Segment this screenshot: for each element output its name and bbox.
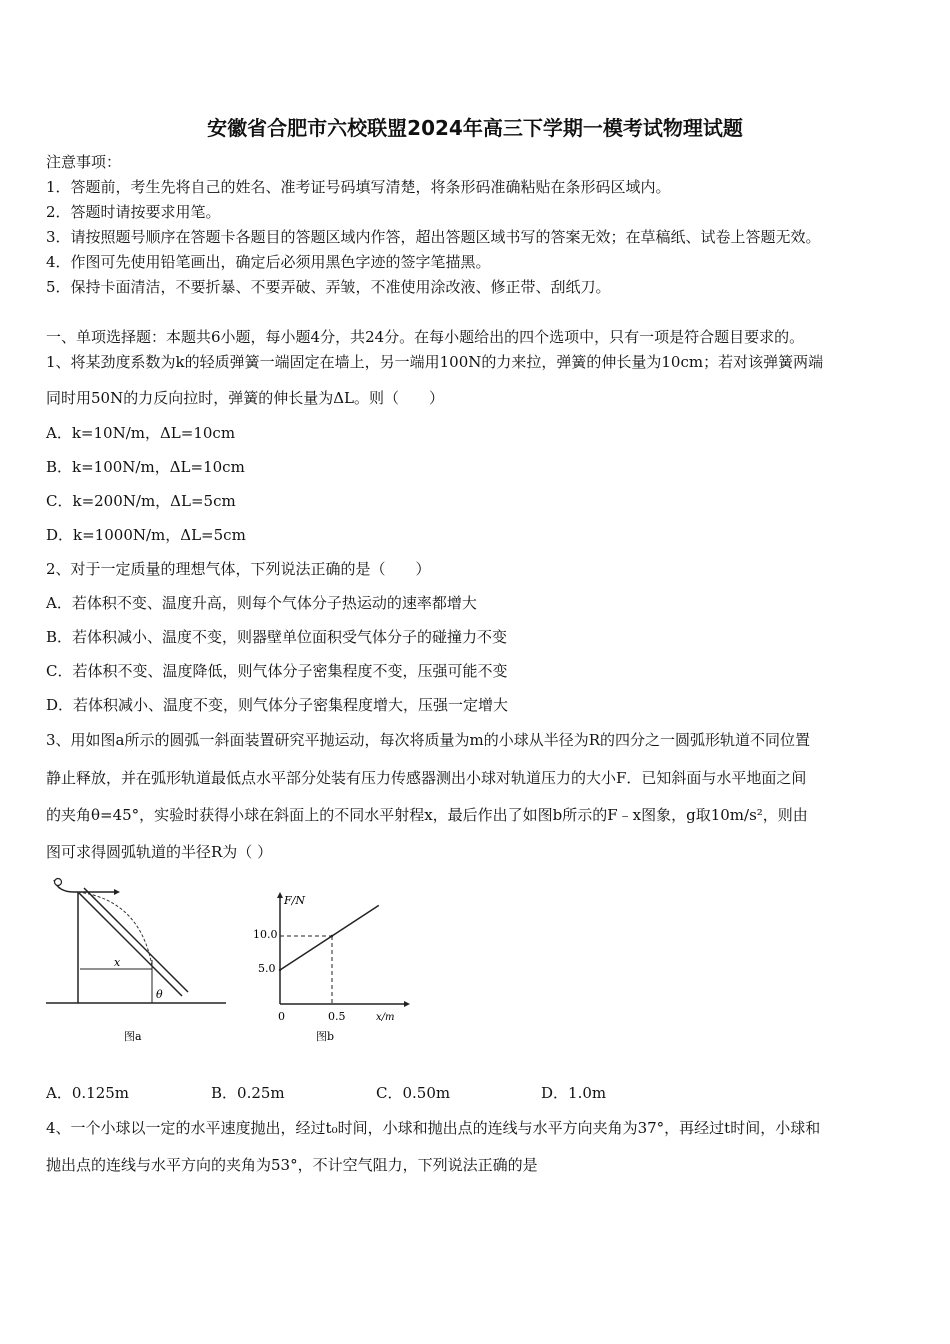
notice-heading: 注意事项： (46, 153, 122, 171)
series-line (280, 905, 379, 970)
x-axis-arrow (404, 1001, 410, 1007)
question-1-option: D．k=1000N/m，ΔL=5cm (46, 526, 246, 544)
question-4-stem-cont: 抛出点的连线与水平方向的夹角为53°，不计空气阻力，下列说法正确的是 (46, 1156, 538, 1174)
figure-b-chart (240, 886, 420, 1051)
question-1-option: A．k=10N/m，ΔL=10cm (46, 424, 236, 442)
question-3-stem-cont: 图可求得圆弧轨道的半径R为（ ） (46, 843, 273, 861)
question-4-stem: 4、一个小球以一定的水平速度抛出，经过t₀时间，小球和抛出点的连线与水平方向夹角为37°，再经过t时间，小球和 (46, 1119, 821, 1137)
question-1-option: B．k=100N/m，ΔL=10cm (46, 458, 245, 476)
question-3-option: D．1.0m (541, 1084, 607, 1102)
question-3-stem: 3、用如图a所示的圆弧一斜面装置研究平抛运动，每次将质量为m的小球从半径为R的四分之一圆弧形轨道不同位置 (46, 731, 811, 749)
question-2-stem: 2、对于一定质量的理想气体，下列说法正确的是（ ） (46, 560, 431, 578)
tick-label-y: 10.0 (253, 928, 278, 941)
question-1-stem-cont: 同时用50N的力反向拉时，弹簧的伸长量为ΔL。则（ ） (46, 389, 445, 407)
notice-item: 5．保持卡面清洁，不要折暴、不要弄破、弄皱，不准使用涂改液、修正带、刮纸刀。 (46, 278, 611, 296)
question-3-option: B．0.25m (211, 1084, 285, 1102)
question-3-option: A．0.125m (46, 1084, 129, 1102)
question-2-option: C．若体积不变、温度降低，则气体分子密集程度不变，压强可能不变 (46, 662, 508, 680)
notice-item: 3．请按照题号顺序在答题卡各题目的答题区域内作答，超出答题区域书写的答案无效；在草稿纸、试卷上答题无效。 (46, 228, 821, 246)
incline-top (78, 892, 182, 996)
question-2-option: D．若体积减小、温度不变，则气体分子密集程度增大，压强一定增大 (46, 696, 509, 714)
section-heading: 一、单项选择题：本题共6小题，每小题4分，共24分。在每小题给出的四个选项中，只有一项是符合题目要求的。 (46, 328, 805, 346)
question-3-stem-cont: 的夹角θ=45°，实验时获得小球在斜面上的不同水平射程x，最后作出了如图b所示的F﹣x图象，g取10m/s²，则由 (46, 806, 808, 824)
data-point (331, 935, 333, 937)
tick-label-y: 5.0 (258, 962, 276, 975)
notice-item: 1．答题前，考生先将自己的姓名、准考证号码填写清楚，将条形码准确粘贴在条形码区域内。 (46, 178, 671, 196)
question-2-option: B．若体积减小、温度不变，则器壁单位面积受气体分子的碰撞力不变 (46, 628, 508, 646)
x-axis-label: x/m (376, 1012, 395, 1023)
question-3-option: C．0.50m (376, 1084, 451, 1102)
question-1-stem: 1、将某劲度系数为k的轻质弹簧一端固定在墙上，另一端用100N的力来拉，弹簧的伸长量为10cm；若对该弹簧两端 (46, 353, 824, 371)
notice-item: 4．作图可先使用铅笔画出，确定后必须用黑色字迹的签字笔描黑。 (46, 253, 491, 271)
figure-a (40, 870, 230, 1050)
incline-bottom (84, 888, 188, 992)
page-title: 安徽省合肥市六校联盟2024年高三下学期一模考试物理试题 (207, 116, 743, 140)
y-axis-arrow (277, 892, 283, 898)
tick-label-x: 0.5 (328, 1010, 346, 1023)
tick-label-x: 0 (278, 1010, 285, 1023)
figure-a-caption: 图a (124, 1030, 142, 1043)
data-point (279, 969, 281, 971)
question-1-option: C．k=200N/m，ΔL=5cm (46, 492, 236, 510)
notice-item: 2．答题时请按要求用笔。 (46, 203, 221, 221)
x-label: x (114, 956, 121, 969)
question-2-option: A．若体积不变、温度升高，则每个气体分子热运动的速率都增大 (46, 594, 477, 612)
arrow-head (114, 889, 120, 895)
y-axis-label: F/N (284, 894, 305, 907)
figure-b-caption: 图b (316, 1030, 335, 1043)
question-3-stem-cont: 静止释放，并在弧形轨道最低点水平部分处装有压力传感器测出小球对轨道压力的大小F．已知斜面与水平地面之间 (46, 769, 807, 787)
angle-label: θ (156, 988, 163, 1001)
ball (55, 879, 62, 886)
figure-a-drawing (40, 870, 230, 1050)
figure-b (240, 886, 420, 1051)
